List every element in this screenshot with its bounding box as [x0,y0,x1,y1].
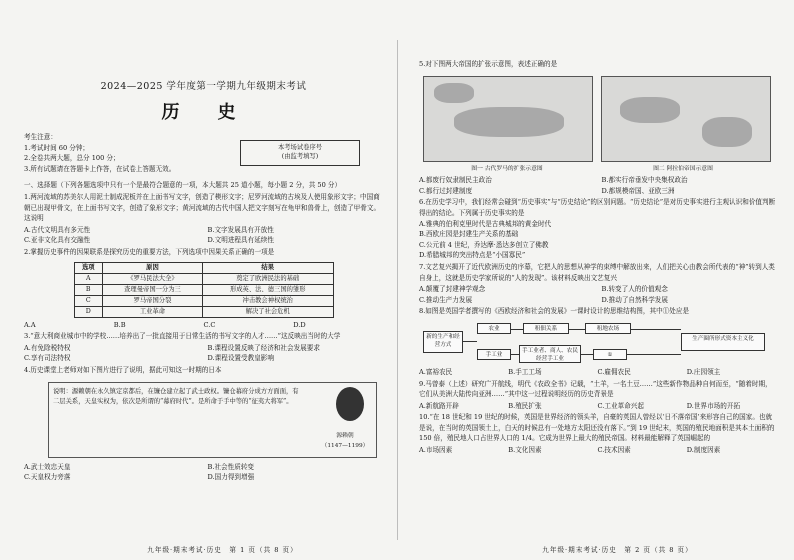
map-caption: 图二 阿拉伯帝国示意图 [653,165,713,172]
table-cell: A [74,273,103,284]
option: A.有免除税特权 [24,343,71,352]
notes-label: 考生注意： [24,133,57,141]
question-stem: 2.掌握历史事件的因果联系是探究历史的重要方法，下列选项中因果关系正确的一项是 [24,247,275,256]
option: D.推动了自然科学发展 [601,295,668,304]
question-4 [24,365,383,483]
option: C.都行过封建制度 [419,186,473,195]
table-cell: 解决了社会危机 [202,306,333,317]
option: D.都规模帝国、亚欧三洲 [601,186,675,195]
diagram-node: 租佃关系 [523,323,569,334]
table-row [74,306,333,317]
question-stem: 7.文艺复兴揭开了近代欧洲历史的序幕，它把人的思想从神学的束缚中解放出来，人们把关心由教会所代表的“神”转到人类自身上，这就是历史学家所说的“人的发现”。该材料反映出文艺复兴 [419,262,775,282]
option: B.课程设置反映了经济和社会发展要求 [207,343,320,352]
question-stem: 4.历史课堂上老师对如下图片进行了说明，据此可知这一时期的日本 [24,365,222,374]
notes-item: 3.所有试题请在答题卡上作答，在试卷上答题无效。 [24,164,176,173]
diagram-node: 手工业者、商人、农民经营手工业 [519,345,581,363]
question-stem: 3.“意大利商业城市中的学校……培养出了一批直接用于日常生活的书写文字的人才……”这反映出当时的大学 [24,332,341,341]
question-8 [419,306,776,377]
option: A.雅典的伯利克里时代是古典城邦的黄金时代 [419,219,552,228]
option: C.推动生产力发展 [419,295,473,304]
right-column [397,0,794,560]
diagram-node: 农业 [477,323,511,334]
portrait-name: 源赖朝 [336,432,354,439]
table-cell: 冲击教会神权统治 [202,295,333,306]
question-7 [419,262,776,305]
option: C.亚非文化具有交融性 [24,236,91,245]
diagram-node: 生产圈所形式资本主义化 [681,333,765,351]
option: D.庄园领主 [686,367,721,376]
thinking-diagram [419,321,776,365]
question-stem: 9.马曾泰（上述）研究广开航线，明代《农政全书》记载，“土羊，一名土豆……”这些新作物品种自何而至，“随着时期，它们从美洲大陆传向亚洲……”其中这一过程说明经历的历史背景是 [419,379,772,399]
options [419,401,776,412]
option: D.国力得到增强 [207,473,255,482]
option: D.希腊城邦的突出特点是“小国寡民” [419,251,526,260]
question-2 [24,247,383,330]
option: A.A [24,320,36,329]
table-cell: C [74,295,103,306]
table-cell: 《罗马民法大全》 [103,273,203,284]
option: C.公元前 4 世纪，乔达摩·悉达多创立了佛教 [419,240,549,249]
table-cell: 奠定了欧洲民法的基础 [202,273,333,284]
option: A.都废行奴隶制民主政治 [419,176,492,185]
option: B.手工工场 [508,367,542,376]
question-stem: 6.在历史学习中，我们经常会碰到“历史事实”与“历史结论”的区别问题。“历史结论”是对历史事实进行主观认识和价值判断得出的结论。下列属于历史事实的是 [419,198,776,217]
diagram-node: 租地农场 [585,323,631,334]
diagram-node: 新的生产和经营方式 [423,331,463,353]
option: A.新航路开辟 [419,401,459,410]
exam-notes [24,132,383,174]
notes-item: 1.考试时间 60 分钟； [24,143,90,152]
exam-title: 2024—2025 学年度第一学期九年级期末考试 [100,81,307,92]
option: B.殖民扩张 [508,401,542,410]
question-stem: 5.对下图两大帝国的扩张示意图，表述正确的是 [419,60,558,68]
option: D.课程设置受教皇影响 [207,354,274,363]
option: B.社会性质转变 [207,462,255,471]
portrait-image [336,387,364,421]
question-3 [24,331,383,364]
option: C.C [203,320,216,329]
options [419,175,776,196]
option: A.古代文明具有多元性 [24,225,91,234]
option: B.转变了人的价值观念 [601,285,668,294]
seat-number-label: 本考场试卷序号 [277,144,323,151]
table-header: 选项 [74,262,103,273]
option: A.武士效忠天皇 [24,462,71,471]
portrait-caption [320,431,370,451]
option: C.技术因素 [597,446,631,455]
question-stem: 1.两河流域的苏美尔人用泥土制成泥板并在上面书写文字，创造了楔形文字；尼罗河流域的古埃及人使用象形文字；中国商朝已出现甲骨文，在上面书写文字，创造了象形文字；黄河流域的古代中国人把文字刻写在龟甲和兽骨上，创造了甲骨文。这说明 [24,192,381,223]
table-header: 结果 [202,262,333,273]
diagram-blank: ① [593,349,627,360]
options [419,284,776,305]
table-cell: 查理曼帝国一分为三 [103,284,203,295]
section-heading: 一、选择题（下列各题选项中只有一个是最符合题意的一项，本大题共 25 道小题，每小题 2 分，共 50 分） [24,181,342,190]
question-stem: 10.“在 18 世纪和 19 世纪的时候，英国是世界经济的领头羊，自豪的英国人曾经以‘日不落帝国’来形容自己的国家。也就是说，在当时的英国领土上，白天的时候总有一处地方太阳还没有落下。”到 19 世纪末，英国的殖民地面积是其本土面积的 150 倍，殖民地人口占世界人口的 1/4。它成为世界上最大的殖民帝国。材料最能解释了英国崛起的 [419,413,775,443]
seat-number-sub: (由监考填写) [281,153,319,160]
options [24,320,383,331]
table-cell: 罗马帝国分裂 [103,295,203,306]
option: C.天皇权力旁落 [24,473,71,482]
table-cell: 工业革命 [103,306,203,317]
question-5 [419,59,776,196]
option: B.西欧庄园是封建生产关系的基础 [419,230,519,239]
options [24,462,383,483]
seat-number-box [240,140,360,166]
table-cell: B [74,284,103,295]
options [24,343,383,364]
options [419,367,776,378]
table-cell: 形成英、法、德三国的雏形 [202,284,333,295]
option: B.文字发展具有开放性 [207,225,274,234]
option: C.工业革命兴起 [597,401,644,410]
option: D.制度因素 [686,446,721,455]
map-captions [423,164,776,175]
question-1 [24,192,383,246]
quote-figure [48,382,377,458]
table-cell: D [74,306,103,317]
question-stem: 8.如图是英国学者撰写的《西欧经济和社会的发展》一课时设计的思维结构图，其中①处应是 [419,307,690,316]
quote-text: 说明：源赖朝在永久镇定京都后，在镰仓建立起了武士政权。镰仓幕府分成方方面面，有二层关系，天皇实权为，依次是所谓的“幕府时代”。是所命于手中等的“征夷大将军”。 [53,387,299,405]
option: C.享有司法特权 [24,354,71,363]
table-row [74,295,333,306]
map-caption: 图一 古代罗马的扩张示意图 [471,165,543,172]
cause-effect-table [74,262,334,318]
table-row [74,273,333,284]
page-footer-right: 九年级·期末考试·历史 第 2 页（共 8 页） [542,546,693,554]
option: D.D [293,320,306,329]
question-10 [419,412,776,455]
table-row [74,284,333,295]
map-row [423,76,776,162]
exam-subject: 历 史 [161,102,246,123]
roman-empire-map [423,76,593,162]
notes-item: 2.全卷共两大题，总分 100 分； [24,154,120,163]
option: D.世界市场的开拓 [686,401,741,410]
diagram-node: 手工业 [477,349,511,360]
options [419,445,776,456]
option: D.文明进程具有延续性 [207,236,274,245]
arab-empire-map [601,76,771,162]
option: A.颠覆了封建神学观念 [419,285,486,294]
option: B.B [113,320,126,329]
question-9 [419,379,776,412]
options [24,225,383,246]
table-header: 原因 [103,262,203,273]
question-6 [419,197,776,261]
option: C.雇佣农民 [597,367,631,376]
option: B.文化因素 [508,446,542,455]
option: A.市场因素 [419,446,453,455]
portrait-years: （1147—1199） [321,442,369,449]
option: A.富裕农民 [419,367,453,376]
page-footer-left: 九年级·期末考试·历史 第 1 页（共 8 页） [147,546,298,554]
option: B.都实行帝垂发中央集权政治 [601,176,688,185]
